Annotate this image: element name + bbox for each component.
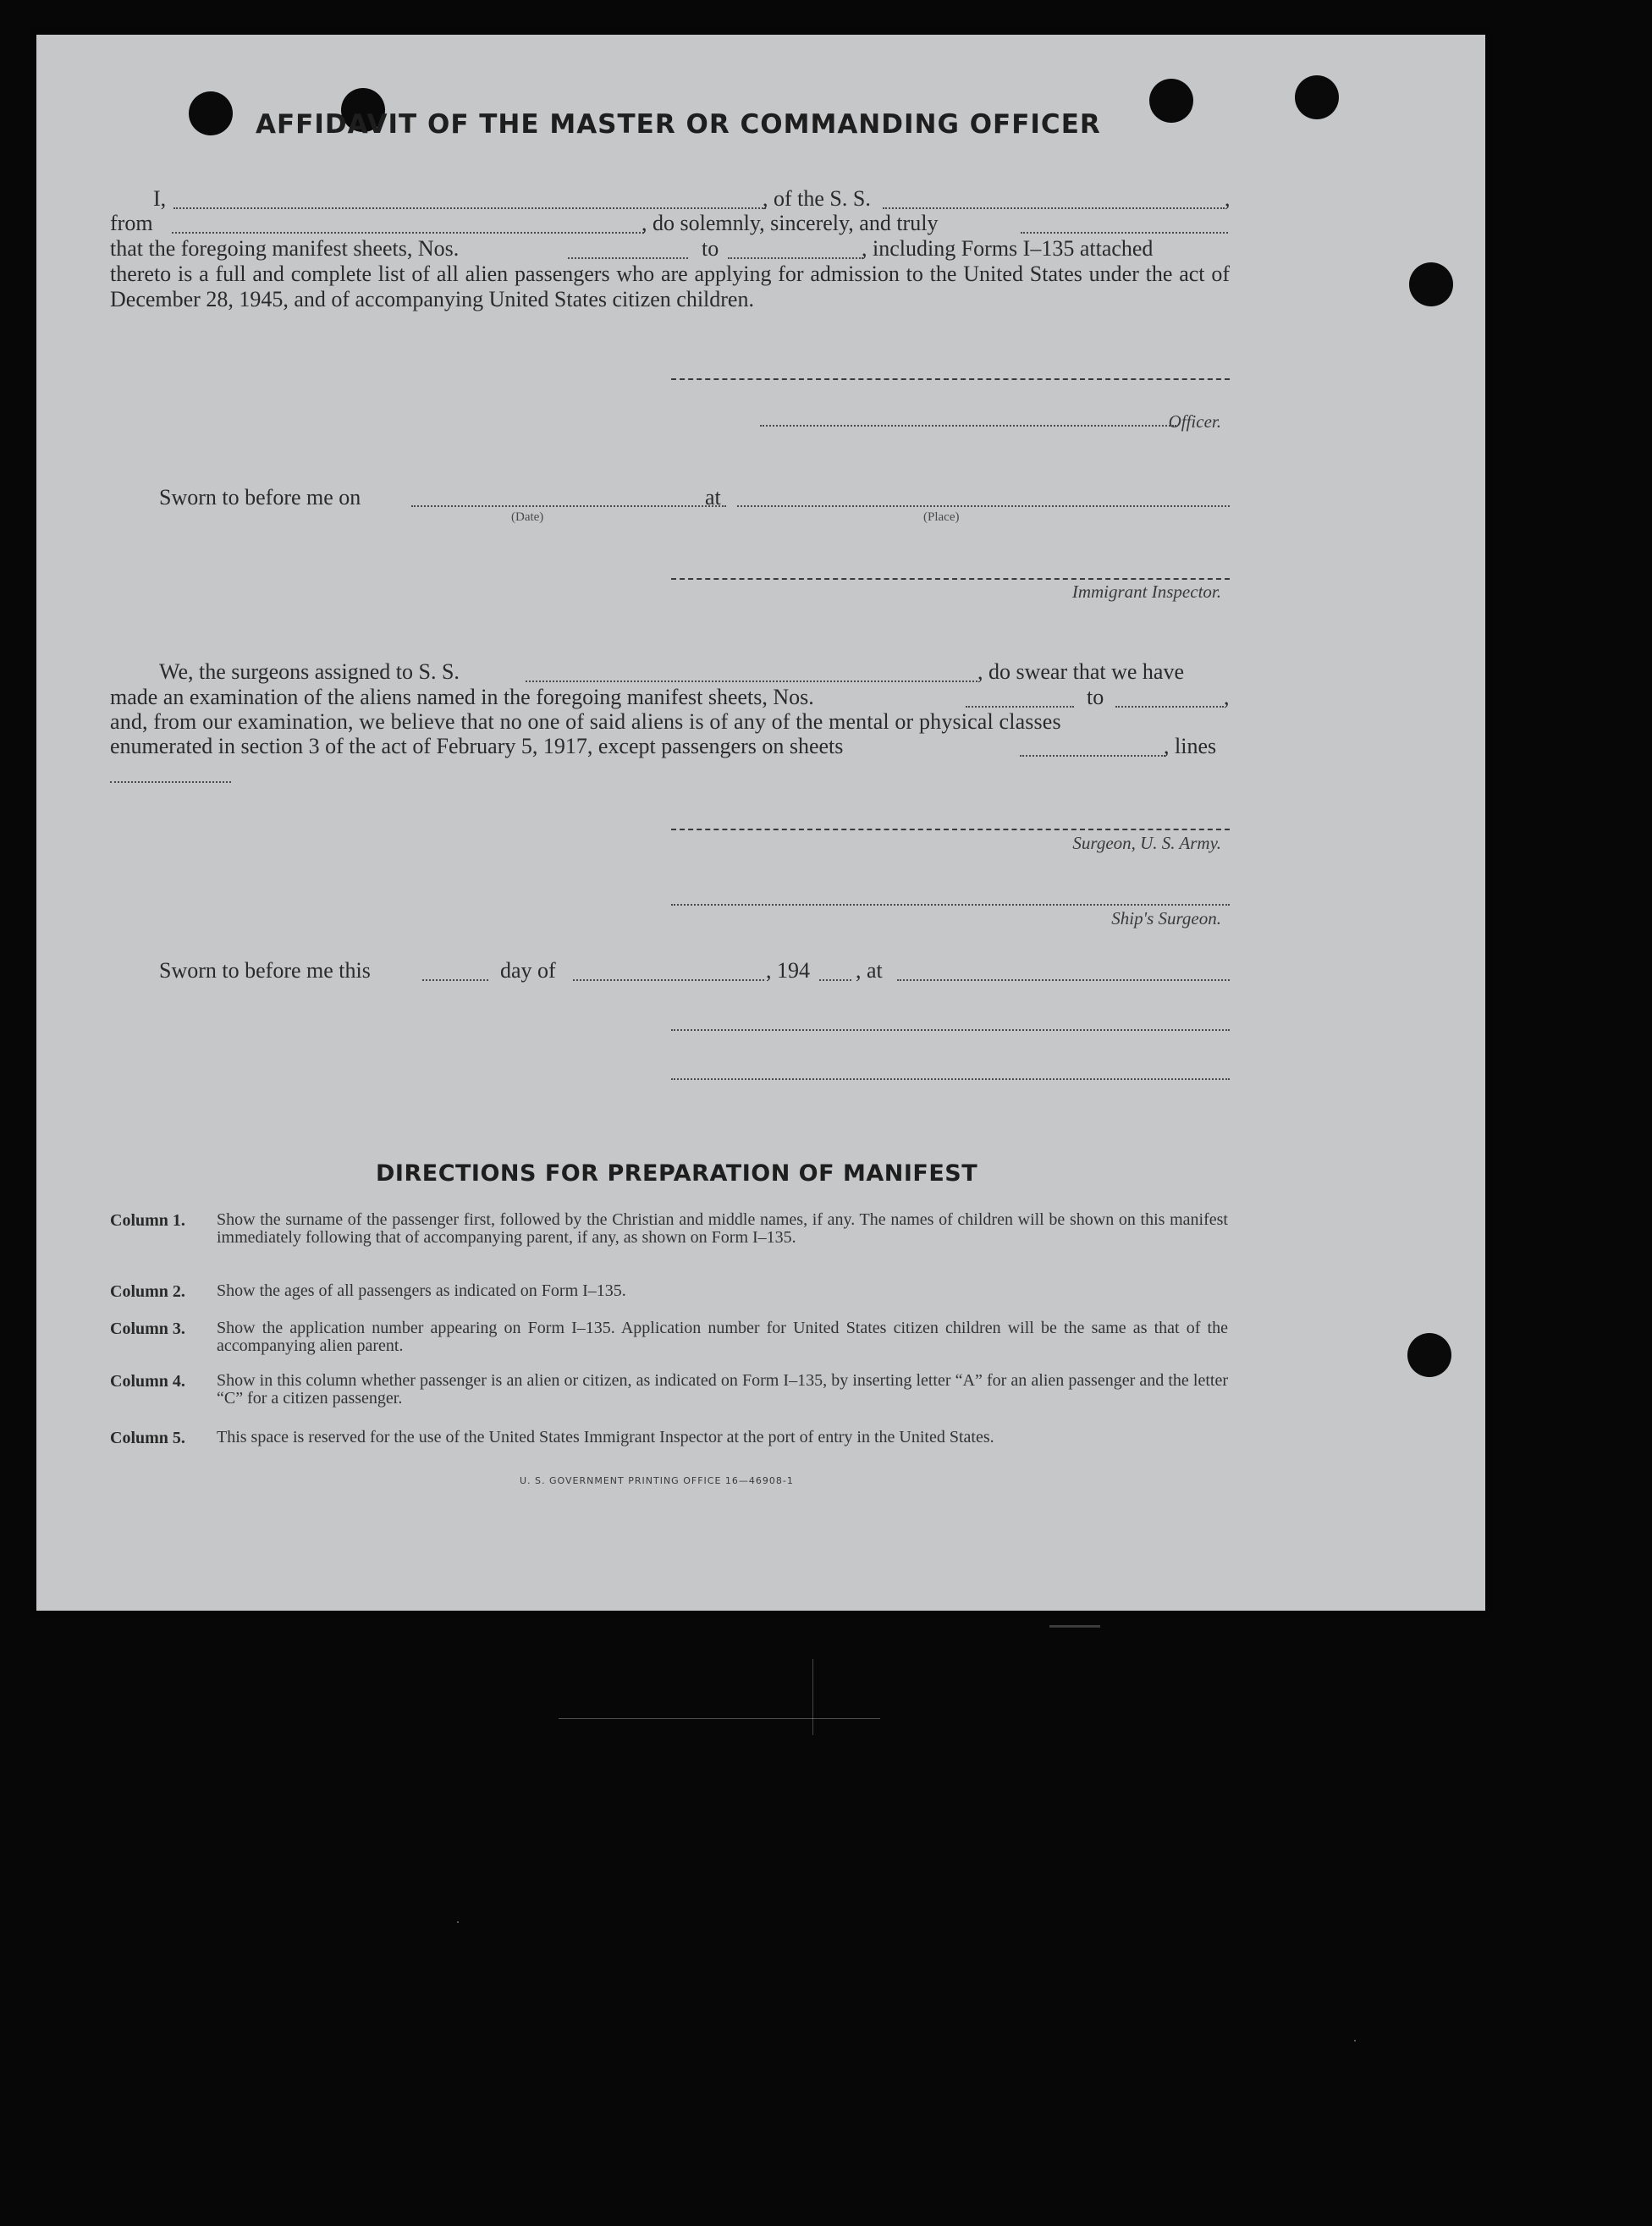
directions-column-text: Show the surname of the passenger first, followed by the Christian and middle names, if any. The names of children will be shown on this manifest immediately following that of accompanying parent, if any, as shown on Form I–135. xyxy=(217,1210,1228,1247)
affidavit-ship-label: , of the S. S. xyxy=(763,186,871,211)
army-surgeon-signature-line[interactable] xyxy=(671,829,1230,830)
inspector-title-line-2[interactable] xyxy=(671,1078,1230,1080)
punch-hole xyxy=(1409,262,1453,306)
surgeons-swear-text: , do swear that we have xyxy=(977,659,1185,684)
directions-column-label: Column 3. xyxy=(110,1320,185,1338)
date-caption: (Date) xyxy=(511,510,544,524)
directions-column-label: Column 4. xyxy=(110,1372,185,1391)
surgeons-to-label: to xyxy=(1087,685,1104,709)
directions-column-label: Column 2. xyxy=(110,1282,185,1301)
surgeons-sheets-from-blank[interactable] xyxy=(966,706,1074,708)
officer-label: Officer. xyxy=(1168,411,1221,432)
punch-hole xyxy=(1295,75,1339,119)
sworn-at-label: at xyxy=(705,485,721,510)
scan-artifact xyxy=(559,1718,880,1719)
affidavit-i-label: I, xyxy=(153,186,167,211)
surgeons-exam-text: made an examination of the aliens named in the foregoing manifest sheets, Nos. xyxy=(110,685,814,709)
inspector-label: Immigrant Inspector. xyxy=(1071,581,1221,602)
affidavit-title: AFFIDAVIT OF THE MASTER OR COMMANDING OFFICER xyxy=(256,109,1101,140)
scan-artifact xyxy=(457,1921,459,1923)
affidavit-body: thereto is a full and complete list of all alien passengers who are applying for admission to the United States under the act of December 28, 1945, and of accompanying United States citizen children. xyxy=(110,262,1230,311)
inspector-signature-line-2[interactable] xyxy=(671,1029,1230,1031)
ship-name-blank[interactable] xyxy=(883,207,1225,209)
sworn-day-blank[interactable] xyxy=(422,979,488,981)
surgeons-ship-blank[interactable] xyxy=(526,680,977,682)
sworn-before-me-label: Sworn to before me on xyxy=(159,485,361,510)
affidavit-from-label: from xyxy=(110,211,153,235)
sworn-year-blank[interactable] xyxy=(819,979,851,981)
officer-signature-line[interactable] xyxy=(760,425,1176,427)
surgeons-enumerated-text: enumerated in section 3 of the act of February 5, 1917, except passengers on sheets xyxy=(110,734,844,758)
army-surgeon-label: Surgeon, U. S. Army. xyxy=(1072,833,1221,853)
scan-artifact xyxy=(812,1659,813,1735)
surgeons-sheets-to-blank[interactable] xyxy=(1115,706,1224,708)
sworn-month-blank[interactable] xyxy=(573,979,764,981)
directions-column-label: Column 5. xyxy=(110,1429,185,1447)
affidavit-to-label: to xyxy=(702,236,719,261)
master-name-blank[interactable] xyxy=(173,207,766,209)
excepted-lines-blank[interactable] xyxy=(110,781,231,783)
inspector-signature-line[interactable] xyxy=(671,578,1230,580)
punch-hole xyxy=(189,91,233,135)
sworn-at-label-2: , at xyxy=(856,958,883,983)
printing-office-footer: U. S. GOVERNMENT PRINTING OFFICE 16—46908-1 xyxy=(520,1475,794,1486)
affidavit-sheets-text: that the foregoing manifest sheets, Nos. xyxy=(110,236,460,261)
affidavit-solemnly-text: , do solemnly, sincerely, and truly xyxy=(642,211,939,235)
directions-column-text: Show the ages of all passengers as indicated on Form I–135. xyxy=(217,1281,626,1300)
punch-hole xyxy=(1149,79,1193,123)
directions-column-text: Show in this column whether passenger is an alien or citizen, as indicated on Form I–135, by inserting letter “A” for an alien passenger and the letter “C” for a citizen passenger. xyxy=(217,1371,1228,1408)
ships-surgeon-signature-line[interactable] xyxy=(671,904,1230,906)
sworn-date-blank[interactable] xyxy=(411,505,726,507)
sworn-year-label: , 194 xyxy=(766,958,810,983)
affidavit-forms-text: , including Forms I–135 attached xyxy=(862,236,1154,261)
sworn-place-blank-2[interactable] xyxy=(897,979,1230,981)
surgeons-belief-text: and, from our examination, we believe that no one of said aliens is of any of the mental or physical classes xyxy=(110,709,1061,734)
sworn-place-blank[interactable] xyxy=(737,505,1230,507)
port-from-blank[interactable] xyxy=(172,232,644,234)
directions-column-text: Show the application number appearing on Form I–135. Application number for United States citizen children will be the same as that of the accompanying alien parent. xyxy=(217,1319,1228,1355)
document-page xyxy=(36,35,1485,1611)
directions-column-label: Column 1. xyxy=(110,1211,185,1230)
directions-title: DIRECTIONS FOR PREPARATION OF MANIFEST xyxy=(376,1160,978,1187)
sheets-to-blank[interactable] xyxy=(728,257,863,259)
sworn-this-label: Sworn to before me this xyxy=(159,958,371,983)
excepted-sheets-blank[interactable] xyxy=(1020,755,1165,757)
directions-column-text: This space is reserved for the use of the United States Immigrant Inspector at the port of entry in the United States. xyxy=(217,1428,994,1446)
place-caption: (Place) xyxy=(923,510,960,524)
master-signature-line[interactable] xyxy=(671,378,1230,380)
ships-surgeon-label: Ship's Surgeon. xyxy=(1111,908,1221,928)
comma: , xyxy=(1224,685,1230,709)
punch-hole xyxy=(1407,1333,1451,1377)
surgeons-lines-label: , lines xyxy=(1164,734,1217,758)
sheets-from-blank[interactable] xyxy=(568,257,688,259)
scan-artifact xyxy=(1354,2040,1356,2041)
scan-artifact xyxy=(1049,1625,1100,1628)
sworn-day-of-label: day of xyxy=(500,958,556,983)
oath-blank[interactable] xyxy=(1021,232,1228,234)
comma: , xyxy=(1225,186,1231,211)
surgeons-assigned-text: We, the surgeons assigned to S. S. xyxy=(159,659,460,684)
